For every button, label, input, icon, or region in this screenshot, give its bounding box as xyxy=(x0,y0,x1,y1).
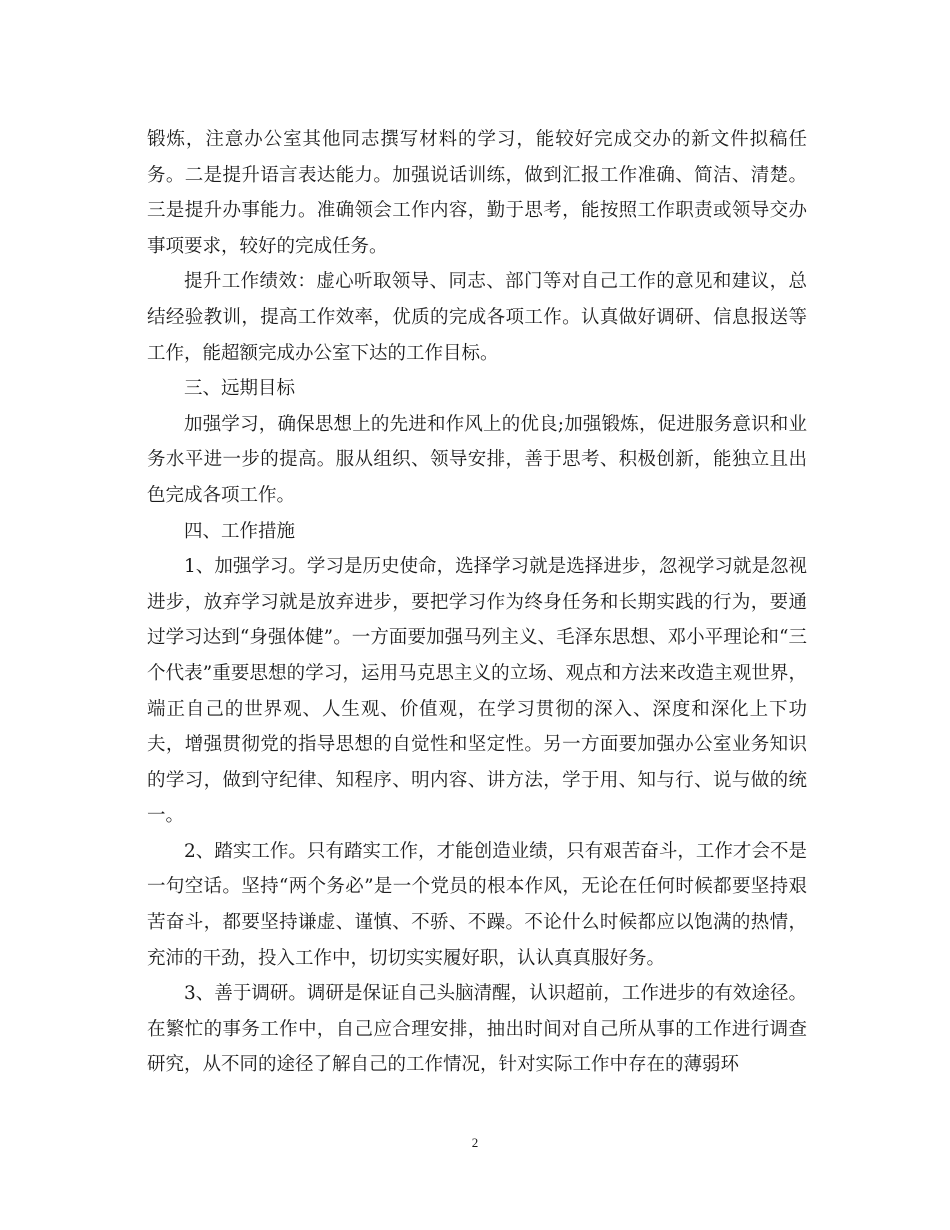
paragraph-measure-research: 3、善于调研。调研是保证自己头脑清醒，认识超前，工作进步的有效途径。在繁忙的事务工作中，自己应合理安排，抽出时间对自己所从事的工作进行调查研究，从不同的途径了解自己的工作情况，针对实际工作中存在的薄弱环 xyxy=(147,983,807,1076)
paragraph-performance: 提升工作绩效：虚心听取领导、同志、部门等对自己工作的意见和建议，总结经验教训，提高工作效率，优质的完成各项工作。认真做好调研、信息报送等工作，能超额完成办公室下达的工作目标。 xyxy=(147,271,807,364)
section-heading-work-measures: 四、工作措施 xyxy=(184,520,296,542)
paragraph-long-term-goals: 加强学习，确保思想上的先进和作风上的优良;加强锻炼，促进服务意识和业务水平进一步的提高。服从组织、领导安排，善于思考、积极创新，能独立且出色完成各项工作。 xyxy=(147,413,807,506)
section-heading-long-term-goals: 三、远期目标 xyxy=(184,378,296,400)
page-number: 2 xyxy=(471,1135,479,1150)
document-body xyxy=(147,122,807,1083)
paragraph-measure-study: 1、加强学习。学习是历史使命，选择学习就是选择进步，忽视学习就是忽视进步，放弃学习就是放弃进步，要把学习作为终身任务和长期实践的行为，要通过学习达到“身强体健”。一方面要加强马列主义、毛泽东思想、邓小平理论和“三个代表”重要思想的学习，运用马克思主义的立场、观点和方法来改造主观世界，端正自己的世界观、人生观、价值观，在学习贯彻的深入、深度和深化上下功夫，增强贯彻党的指导思想的自觉性和坚定性。另一方面要加强办公室业务知识的学习，做到守纪律、知程序、明内容、讲方法，学于用、知与行、说与做的统一。 xyxy=(147,556,807,827)
paragraph-continuation: 锻炼，注意办公室其他同志撰写材料的学习，能较好完成交办的新文件拟稿任务。二是提升语言表达能力。加强说话训练，做到汇报工作准确、简洁、清楚。三是提升办事能力。准确领会工作内容，勤于思考，能按照工作职责或领导交办事项要求，较好的完成任务。 xyxy=(147,129,807,257)
paragraph-measure-work: 2、踏实工作。只有踏实工作，才能创造业绩，只有艰苦奋斗，工作才会不是一句空话。坚持“两个务必”是一个党员的根本作风，无论在任何时候都要坚持艰苦奋斗，都要坚持谦虚、谨慎、不骄、不躁。不论什么时候都应以饱满的热情，充沛的干劲，投入工作中，切切实实履好职，认认真真服好务。 xyxy=(147,840,807,969)
